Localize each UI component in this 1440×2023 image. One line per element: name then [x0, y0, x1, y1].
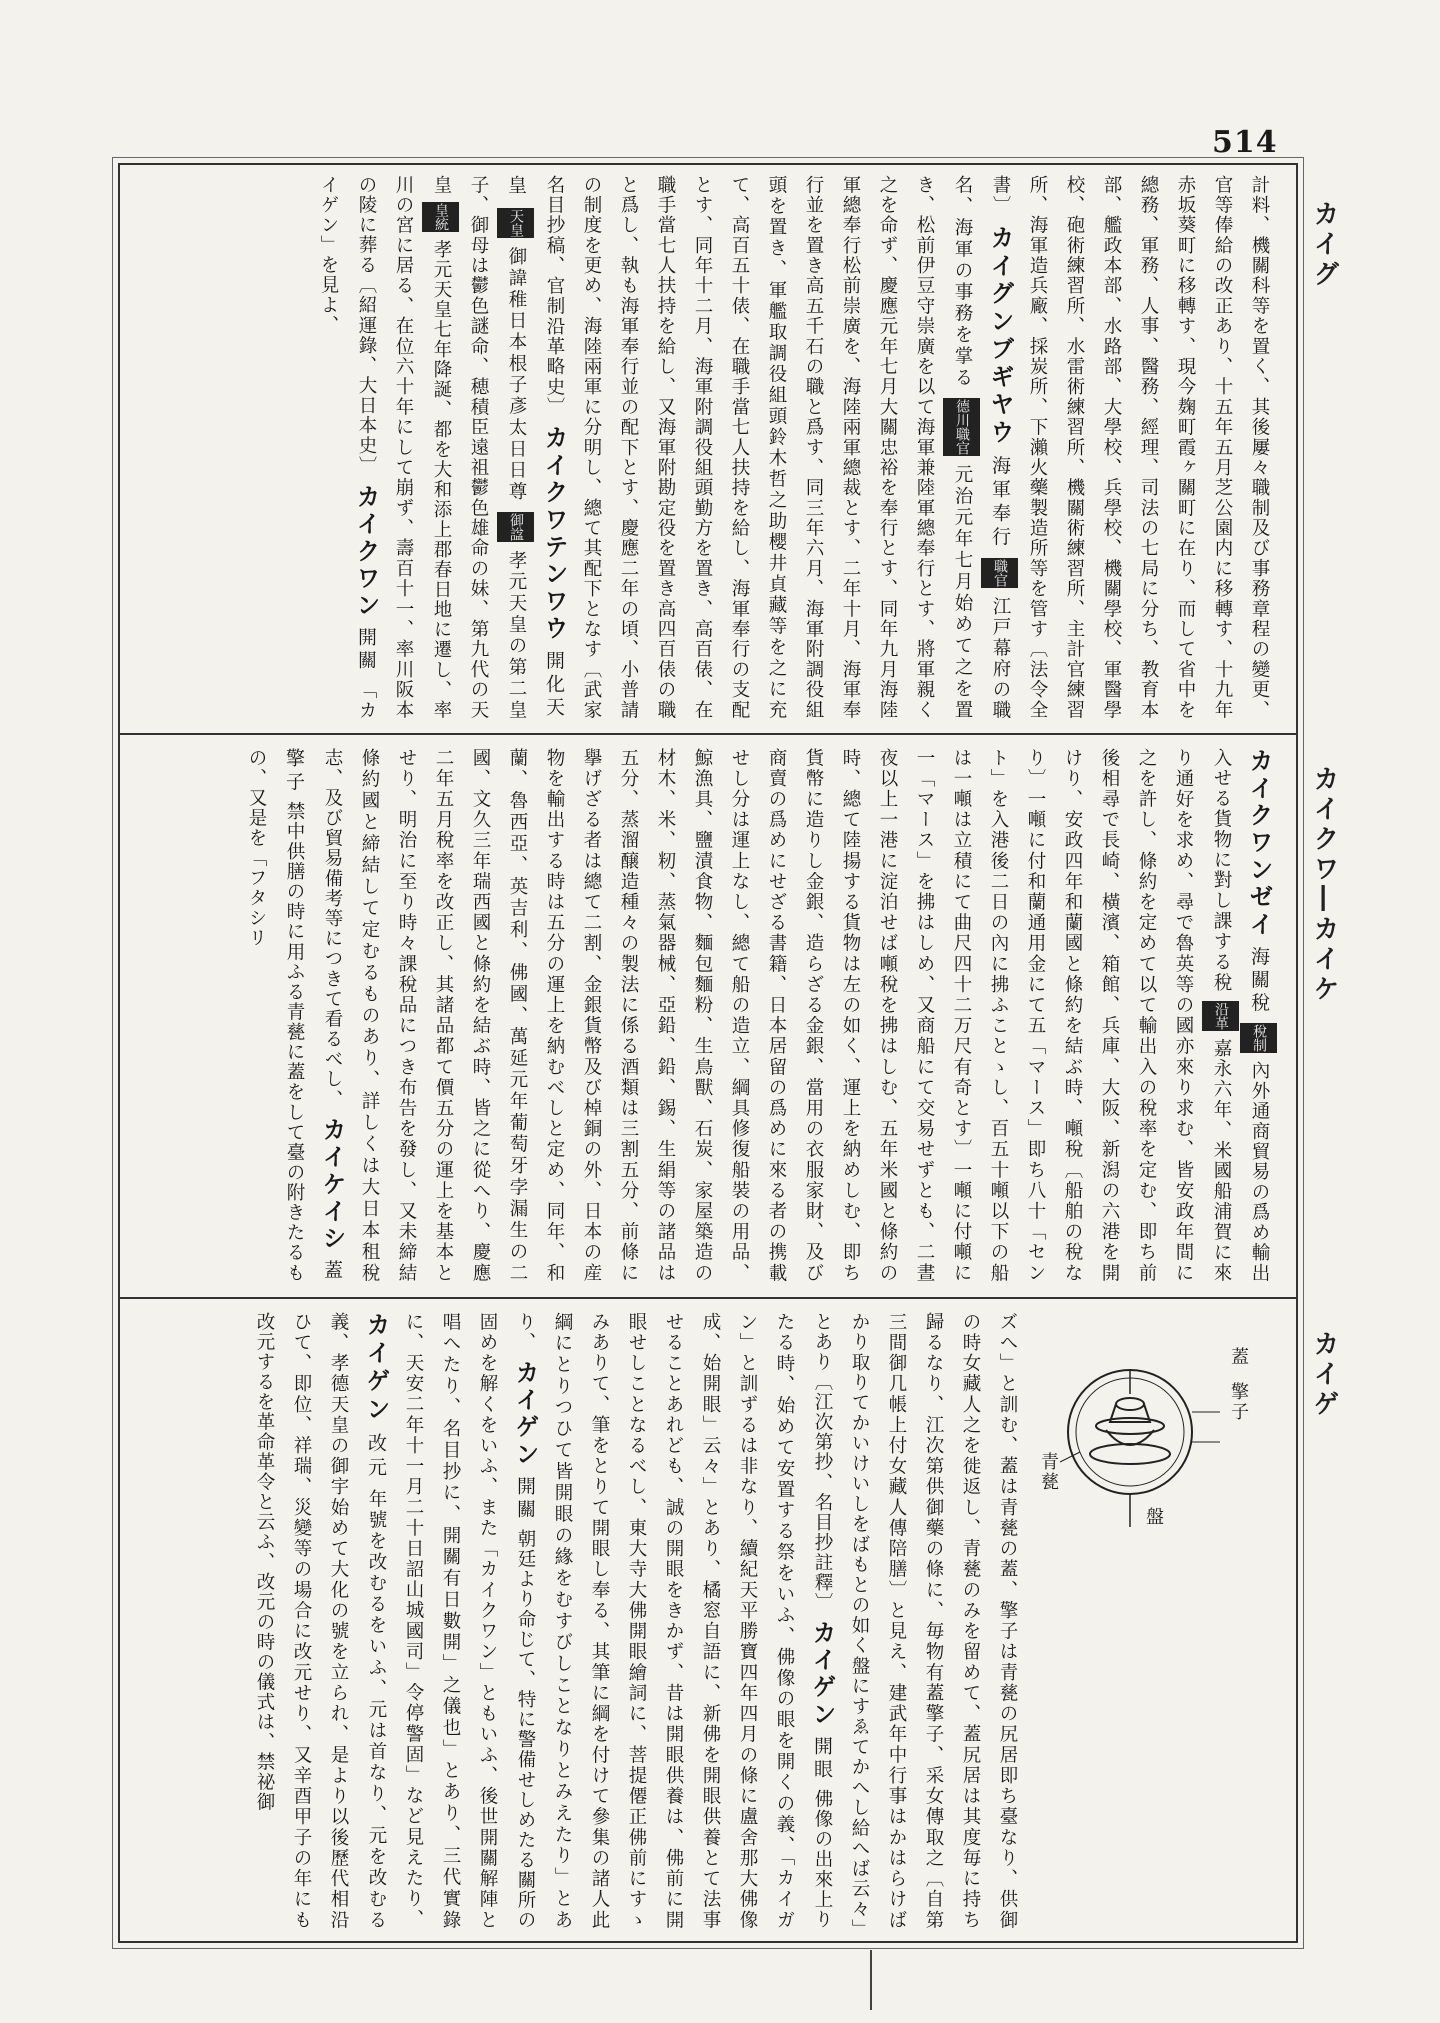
entry-tag: 稅制: [1240, 1023, 1277, 1053]
entry-body: 嘉永六年、米國船浦賀に來り通好を求め、尋で魯英等の國亦來り求む、皆安政年間に之を許し、條約を定めて以て輸出入の稅率を定む、即ち前後相尋で長崎、橫濱、箱館、兵庫、大阪、新潟の六港を開けり、安政四年和蘭國と條約を結ぶ時、噸稅〔船舶の稅なり〕一噸に付和蘭通用金にて五「マース」即ち八十「セント」を入港後二日の內に拂ふことゝし、百五十噸以下の船は一噸は立積にて曲尺四十二万尺有奇とす〕一噸に付噸に一「マース」を拂はしめ、又商船にて交易せずとも、二晝夜以上一港に淀泊せば噸稅を拂はしむ、五年米國と條約の時、總て陸揚する貨物は左の如く、運上を納めしむ、即ち貨幣に造りし金銀、造らざる金銀、當用の衣服家財、及び商賣の爲めにせざる書籍、日本居留の爲めに來る者の携載せし分は運上なし、總て船の造立、綱具修復船裝の用品、鯨漁具、鹽漬食物、麵包麵粉、生鳥獸、石炭、家屋築造の材木、米、籾、蒸氣器械、亞鉛、鉛、錫、生絹等の諸品は五分、蒸溜醸造種々の製法に係る酒類は三割五分、前條に擧げざる者は總て二割、金銀貨幣及び棹銅の外、日本の産物を輸出する時は五分の運上を納むべしと定め、同年、和蘭、魯西亞、英吉利、佛國、萬延元年葡萄牙孛漏生の二國、文久三年瑞西國と條約を結ぶ時、皆之に從へり、慶應二年五月稅率を改正し、其諸品都て價五分の運上を基本とせり、明治に至り時々課稅品につき布告を發し、又未締結條約國と締結して定むるものあり、詳しくは大日本租稅志、及び貿易備考等につきて看るべし、: [322, 748, 1232, 1283]
page-number: 514: [1212, 125, 1278, 160]
entry-kaikwanzei: [322, 748, 1273, 1283]
entry-tag: 天皇: [497, 208, 534, 238]
entry-body: 「カイゲン」を見よ、: [318, 175, 377, 720]
entry-gloss: 江戸幕府の職名、海軍の事務を掌る: [952, 175, 1011, 720]
entry-body: 元治元年七月始めて之を置き、松前伊豆守崇廣を以て海軍兼陸軍總奉行とす、將軍親く之を命ず、慶應元年七月大關忠裕を奉行とす、同年九月海陸軍總奉行松前崇廣を、海陸兩軍總裁とす、二年十月、海軍奉行並を置き高五千石の職と爲す、同三年六月、海軍附調役組頭を置き、軍艦取調役組頭鈴木哲之助櫻井貞藏等を之に充て、高百五十俵、在職手當七人扶持を給し、海軍奉行の支配とす、同年十二月、海軍附調役組頭勤方を置き、高百俵、在職手當七人扶持を給し、又海軍附勘定役を置き高四百俵の職と爲し、執も海軍奉行並の配下とす、慶應二年の頃、小普請の制度を更め、海陸兩軍に分明し、總て其配下となす〔武家名目抄稿、官制沿革略史〕: [544, 175, 973, 720]
entry-title: 開眼: [811, 1736, 833, 1783]
entry-continuation: [812, 1312, 1018, 1930]
entry-title: 開關: [355, 626, 377, 673]
band-divider-2: [120, 1297, 1296, 1299]
entry-head: カイゲン: [808, 1620, 836, 1729]
entry-head: カイゲン: [511, 1359, 539, 1468]
entry-body: 內外通商貿易の爲め輸出入せる貨物に對し課する稅: [1211, 748, 1270, 1283]
entry-title: 開化天皇: [505, 175, 565, 720]
entry-head: カイクワンゼイ: [1245, 748, 1273, 939]
entry-head: カイゲン: [362, 1312, 390, 1425]
entry-tag: 德川職官: [943, 398, 980, 456]
running-head-middle: カイクワ―カイケ: [1309, 765, 1339, 1005]
entry-title: 開關: [514, 1475, 536, 1522]
entry-title: 蓋擎子: [283, 748, 343, 1283]
text-band-1: [120, 165, 1296, 730]
running-head-top: カイグ: [1309, 200, 1339, 290]
band-divider-1: [120, 733, 1296, 735]
entry-kaika-tennou: [356, 175, 568, 720]
entry-head: カイクワン: [352, 483, 380, 619]
band-2-text: [138, 748, 1278, 1283]
band-1-text: [138, 175, 1278, 720]
entry-body: 佛像の出來上りたる時、始めて安置する祭をいふ、佛像の眼を開くの義、「カイガン」と訓ずるは非なり、續紀天平勝寶四年四月の條に盧舍那大佛像成、始開眼」云々」とあり、橘窓自語に、新佛を開眼供養とて法事せることあれども、誠の開眼をきかず、昔は開眼供養は、佛前に開眼せしことなるべし、東大寺大佛開眼繪詞に、菩提僊正佛前にすゝみありて、筆をとりて開眼し奉る、其筆に綱を付けて參集の諸人此綱にとりつひて皆開眼の緣をむすびしことなりとみえたり」とあり、: [515, 1312, 833, 1930]
entry-gloss: 計料、機關科等を置く、其後屢々職制及び事務章程の變更、官等俸給の改正あり、十五年五月芝公園内に移轉す、十九年赤坂葵町に移轉す、現今麹町霞ヶ關町に在り、而して省中を總務、軍務、人事、醫務、經理、司法の七局に分ち、教育本部、艦政本部、水路部、大學校、兵學校、機關學校、軍醫學校、砲術練習所、水雷術練習所、機關術練習所、主計官練習所、海軍造兵廠、採炭所、下瀨火藥製造所等を管す〔法令全書〕: [990, 175, 1270, 720]
entry-title: 海軍奉行: [989, 454, 1011, 550]
entry-tag: 沿革: [1202, 1001, 1239, 1031]
figure-label-celadon: 青甆: [1038, 1452, 1059, 1492]
text-band-3: [120, 1302, 1296, 1940]
figure-label-lid: 蓋: [1228, 1347, 1249, 1367]
entry-tag: 皇統: [422, 202, 459, 232]
kaikeishi-illustration: [1020, 1342, 1280, 1542]
entry-head: カイケイシ: [318, 1117, 346, 1253]
gutter-mark: [870, 1950, 872, 2010]
entry-kaigen-era: [254, 1312, 390, 1930]
figure-label-stand: 擎子: [1228, 1382, 1249, 1422]
entry-kaigen-barrier: [403, 1312, 539, 1930]
entry-continuation: [990, 175, 1270, 720]
entry-body: 孝元天皇七年降誕、都を大和添上郡春日地に遷し、率川の宮に居る、在位六十年にして崩ず、壽百十一、率川阪本の陵に葬る〔紹運錄、大日本史〕: [356, 175, 452, 720]
entry-head: カイグンブギヤウ: [986, 224, 1014, 447]
text-band-2: [120, 738, 1296, 1293]
entry-tag: 御諡: [497, 512, 534, 542]
entry-body: 年號を改むるをいふ、元は首なり、元を改むる義、孝德天皇の御宇始めて大化の號を立られ、是より以後歷代相沿ひて、即位、祥瑞、災變等の場合に改元せり、又辛酉甲子の年にも改元するを革命革令と云ふ、改元の時の儀式は、禁祕御: [254, 1312, 387, 1930]
entry-body: 朝廷より命じて、特に警備せしめたる關所の固めを解くをいふ、また「カイクワン」ともいふ、後世開關解陣と唱へたり、名目抄に、開關有日數開」之儀也」とあり、三代實錄に、天安二年十一月二十日詔山城國司」令停警固」など見えたり、: [403, 1312, 536, 1930]
entry-title: 改元: [365, 1432, 387, 1481]
entry-title: 海關稅: [1248, 946, 1270, 1016]
running-head-bottom: カイゲ: [1309, 1330, 1339, 1420]
entry-tag: 職官: [981, 558, 1018, 588]
entry-head: カイクワテンワウ: [540, 425, 568, 643]
figure-label-tray: 盤: [1143, 1507, 1164, 1527]
band-3-text: [138, 1312, 1026, 1930]
entry-kaigen-eye: [515, 1312, 836, 1930]
entry-body: 禁中供膳の時に用ふる青甆に蓋をして臺の附きたるもの、又是を「フタシリ: [246, 748, 305, 1283]
entry-body: 御諱稚日本根子彥太日日尊: [506, 246, 527, 504]
entry-body: 孝元天皇の第二皇子、御母は鬱色謎命、穂積臣遠祖鬱色雄命の妹、第九代の天皇: [431, 175, 527, 720]
entry-kaigun-bugyou: [544, 175, 1014, 720]
entry-gloss: ズへ」と訓む、蓋は青甆の蓋、擎子は青甆の尻居即ち臺なり、供御の時女藏人之を徙返し、青甆のみを留めて、蓋尻居は其度毎に持ち歸るなり、江次第供御藥の條に、毎物有蓋擎子、采女傳取之〔自第三間御几帳上付女藏人傳陪膳〕と見え、建武年中行事はかはらけばかり取りてかいけいしをばもとの如く盤にすゑてかへし給へば云々」とあり〔江次第抄、名目抄註釋〕: [812, 1312, 1018, 1930]
